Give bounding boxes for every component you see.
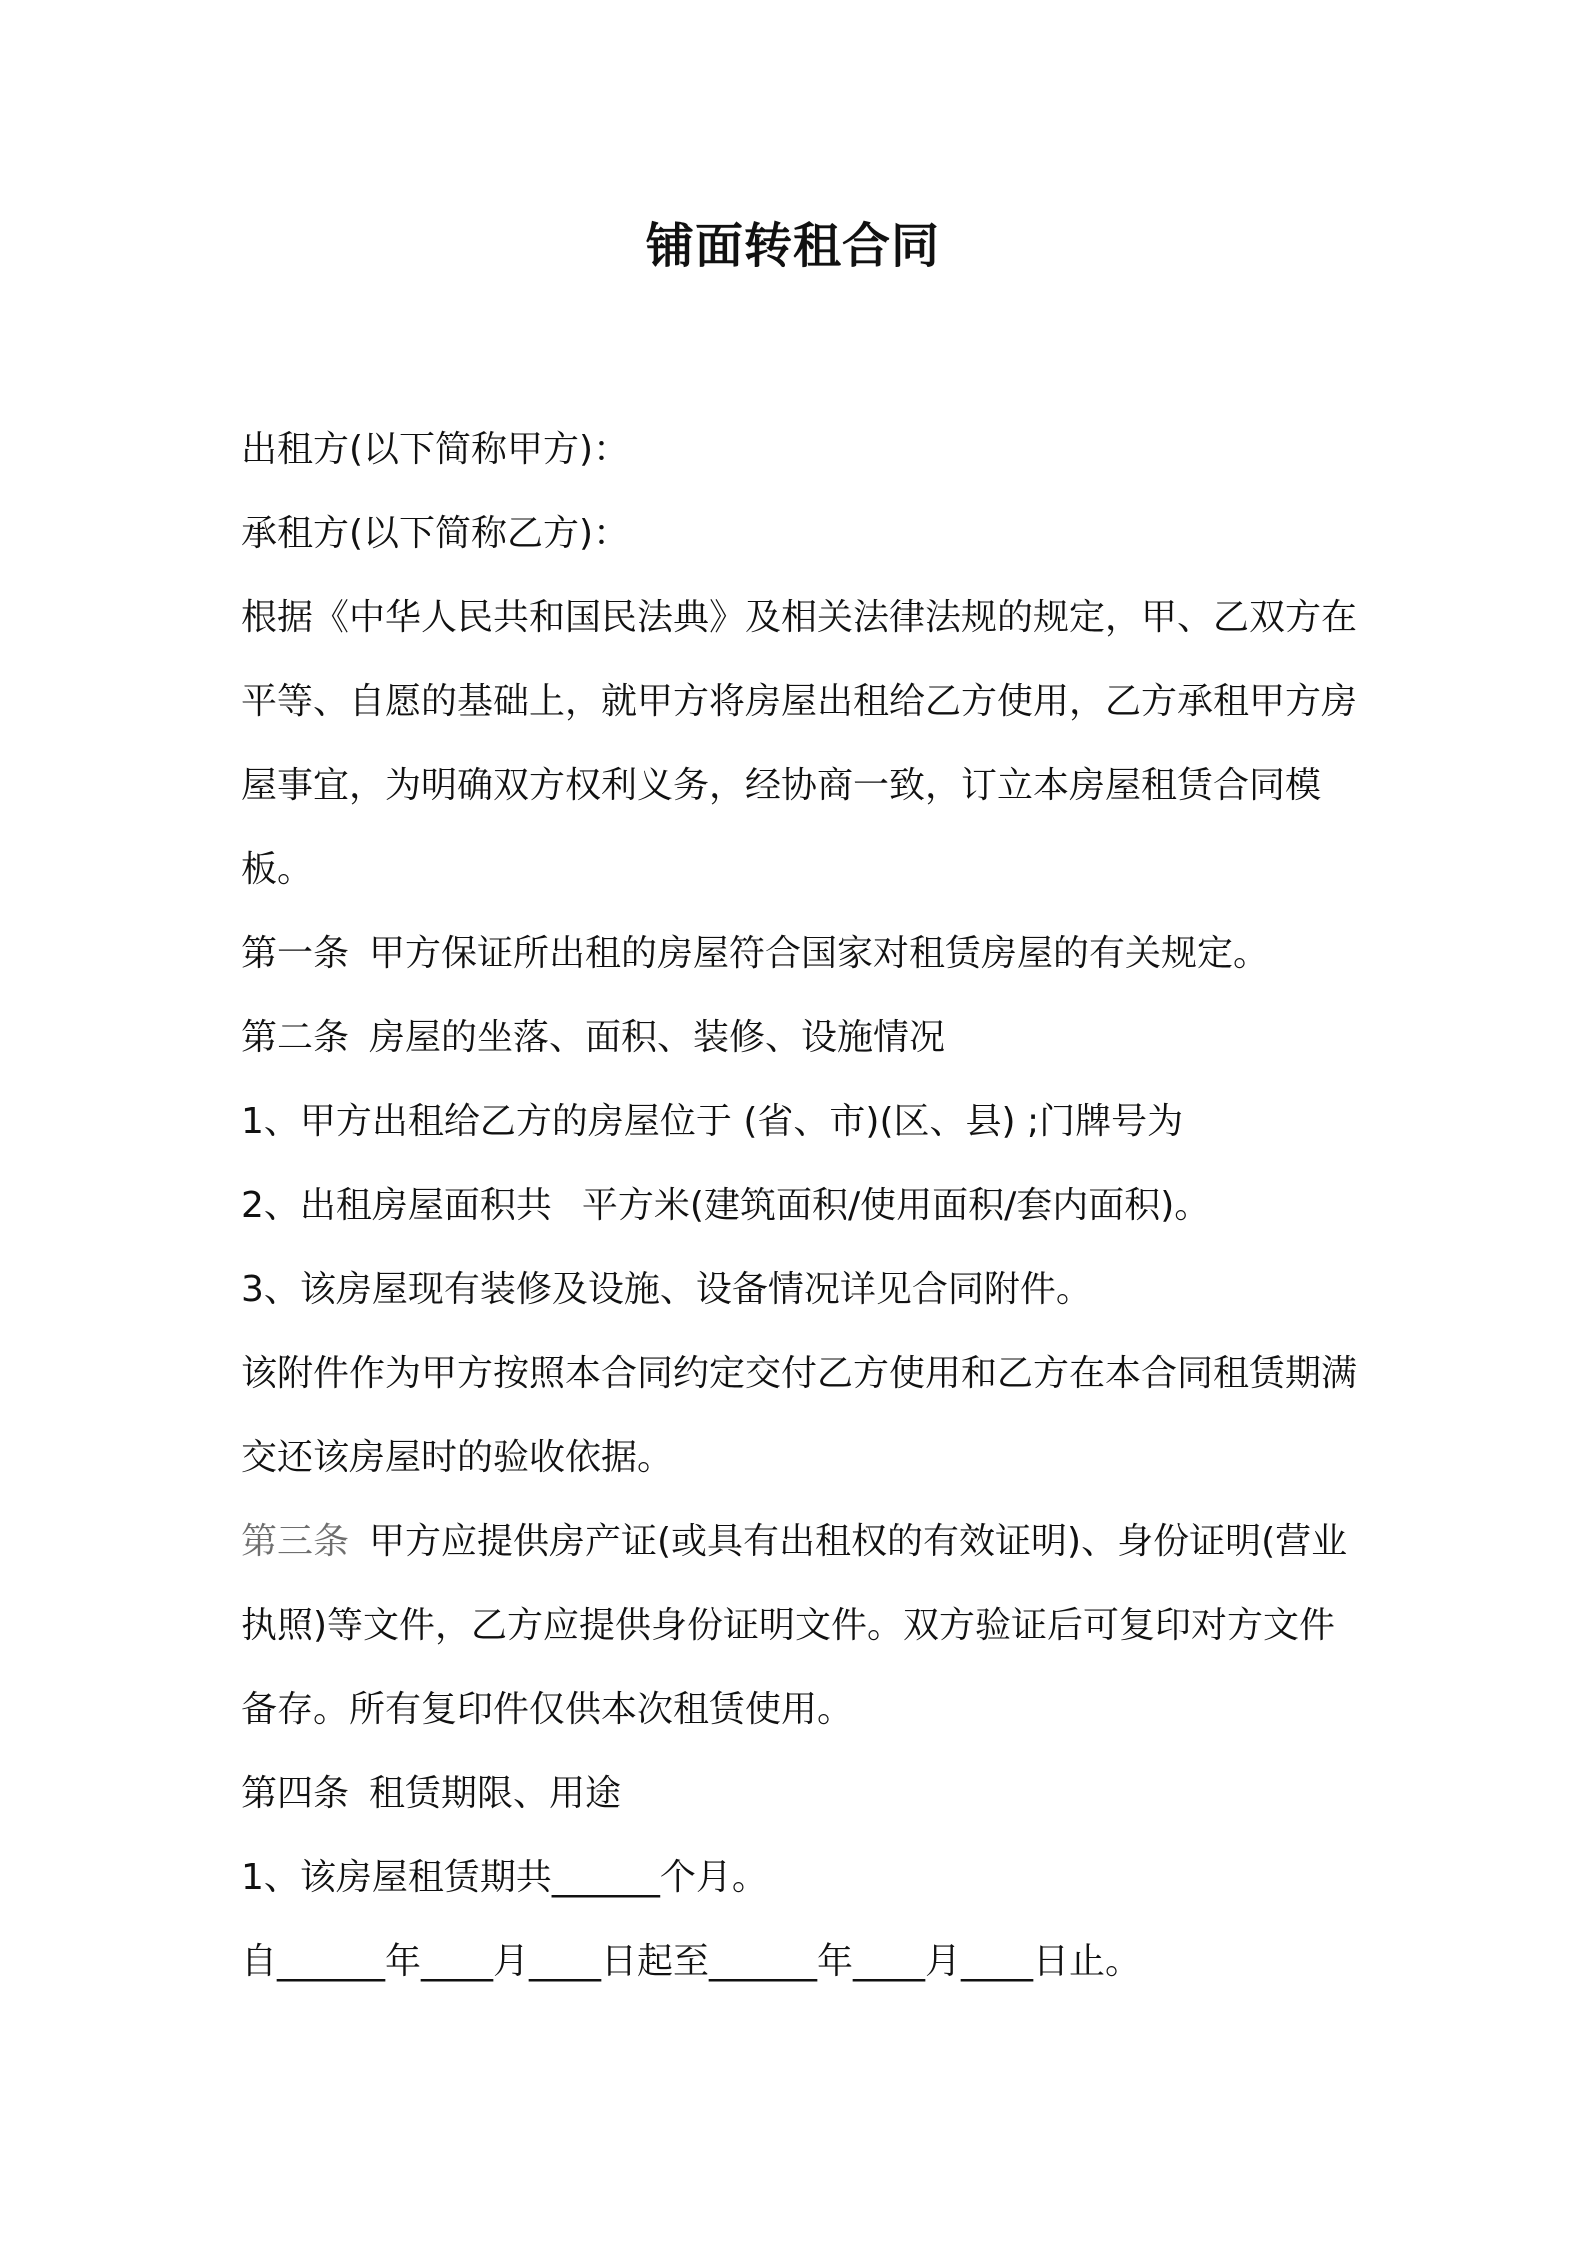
article-4-title: 租赁期限、用途	[369, 1773, 622, 1814]
article-3	[241, 1500, 1361, 1752]
article-2-item-2	[241, 1164, 1361, 1248]
article-4-label: 第四条	[241, 1773, 350, 1814]
article-1-text: 甲方保证所出租的房屋符合国家对租赁房屋的有关规定。	[369, 933, 1270, 974]
article-1	[241, 912, 1361, 996]
article-2-label: 第二条	[241, 1017, 350, 1058]
lessee-line: 承租方(以下简称乙方)：	[241, 513, 630, 554]
document-body	[241, 408, 1361, 2004]
lessor-line: 出租方(以下简称甲方)：	[241, 429, 630, 470]
article-4-heading	[241, 1752, 1361, 1836]
article-2-item-2-prefix: 2、出租房屋面积共	[241, 1185, 552, 1226]
article-1-label: 第一条	[241, 933, 350, 974]
document-title: 铺面转租合同	[645, 218, 940, 274]
article-2-item-1: 1、甲方出租给乙方的房屋位于 (省、市)(区、县) ;门牌号为	[241, 1101, 1184, 1142]
article-3-text: 甲方应提供房产证(或具有出租权的有效证明)、身份证明(营业执照)等文件，乙方应提供身份证明文件。双方验证后可复印对方文件备存。所有复印件仅供本次租赁使用。	[241, 1521, 1348, 1730]
article-3-label: 第三条	[241, 1521, 350, 1562]
article-2-title: 房屋的坐落、面积、装修、设施情况	[369, 1017, 946, 1058]
article-2-note: 该附件作为甲方按照本合同约定交付乙方使用和乙方在本合同租赁期满交还该房屋时的验收依据。	[241, 1353, 1358, 1478]
article-4-item-1: 1、该房屋租赁期共______个月。	[241, 1857, 768, 1898]
preamble-paragraph: 根据《中华人民共和国民法典》及相关法律法规的规定，甲、乙双方在平等、自愿的基础上，就甲方将房屋出租给乙方使用，乙方承租甲方房屋事宜，为明确双方权利义务，经协商一致，订立本房屋租赁合同模板。	[241, 597, 1358, 890]
article-4-period: 自______年____月____日起至______年____月____日止。	[241, 1941, 1142, 1982]
article-2-item-2-suffix: 平方米(建筑面积/使用面积/套内面积)。	[581, 1185, 1211, 1226]
article-2-heading	[241, 996, 1361, 1080]
article-2-item-3: 3、该房屋现有装修及设施、设备情况详见合同附件。	[241, 1269, 1092, 1310]
